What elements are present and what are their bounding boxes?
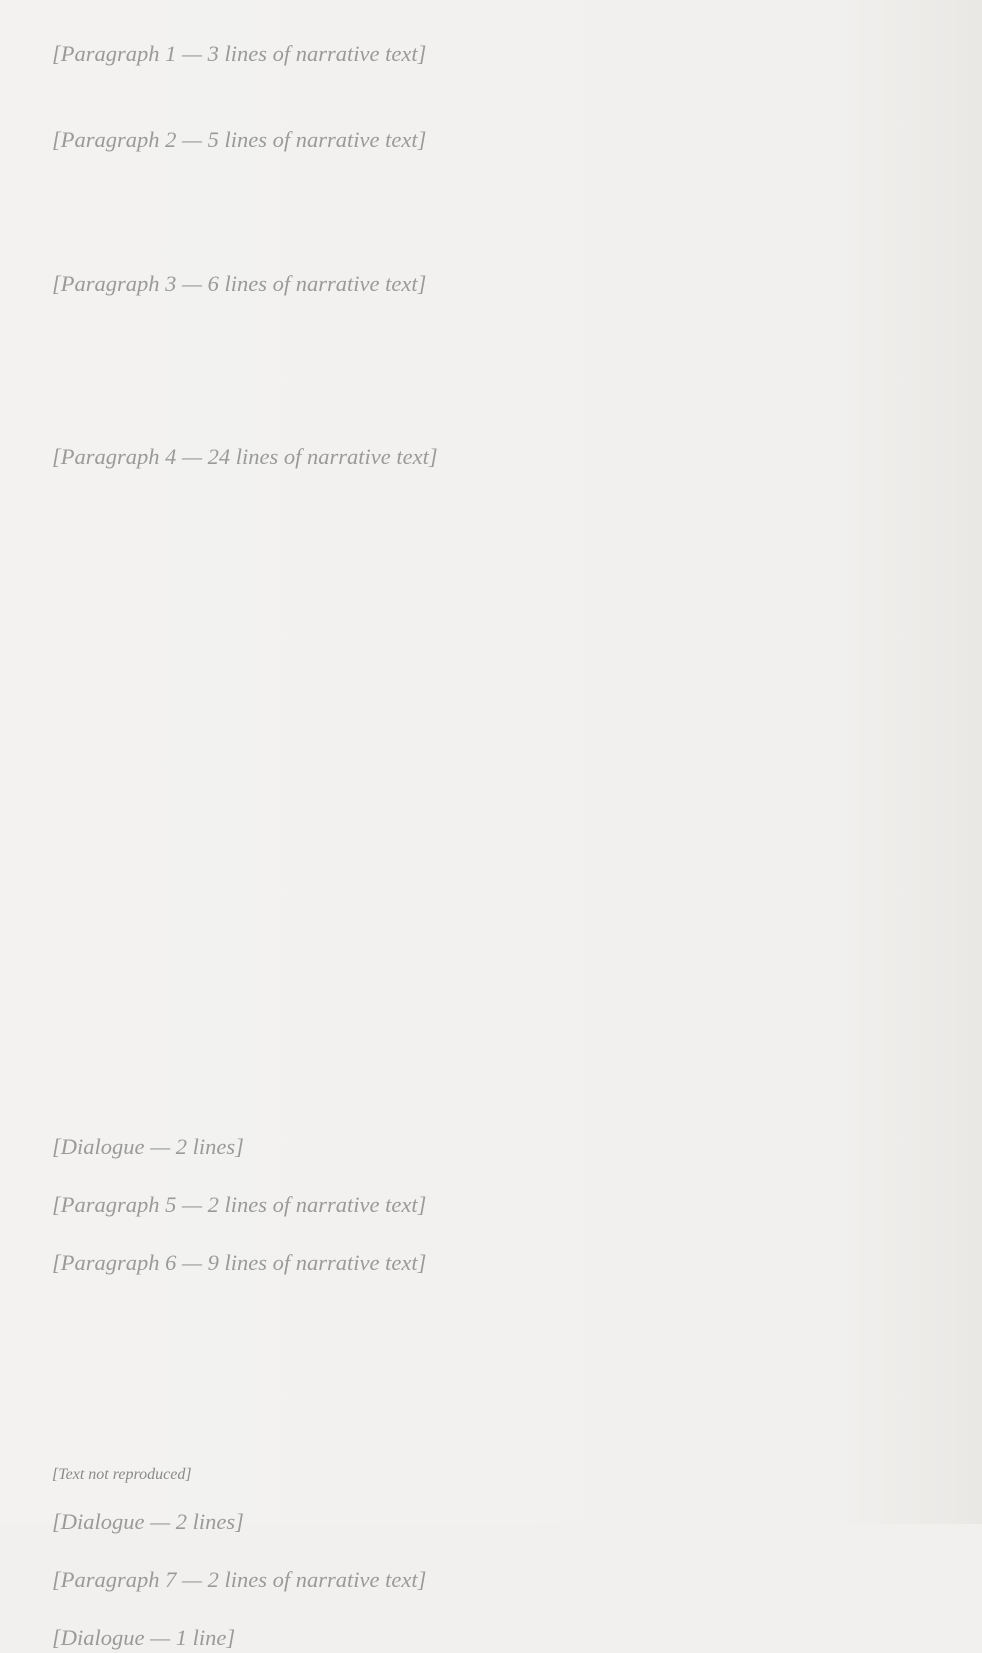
redaction-notice: [Text not reproduced] bbox=[52, 1466, 192, 1483]
paragraph: [Paragraph 4 — 24 lines of narrative text] bbox=[52, 444, 438, 469]
paragraph: [Paragraph 5 — 2 lines of narrative text] bbox=[52, 1192, 427, 1217]
paragraph: [Paragraph 7 — 2 lines of narrative text] bbox=[52, 1567, 427, 1592]
paragraph: [Paragraph 3 — 6 lines of narrative text] bbox=[52, 271, 427, 296]
paragraph: [Paragraph 2 — 5 lines of narrative text] bbox=[52, 127, 427, 152]
paragraph: [Paragraph 1 — 3 lines of narrative text] bbox=[52, 41, 427, 66]
dialogue: [Dialogue — 2 lines] bbox=[52, 1134, 244, 1159]
paragraph: [Paragraph 6 — 9 lines of narrative text] bbox=[52, 1250, 427, 1275]
dialogue: [Dialogue — 2 lines] bbox=[52, 1509, 244, 1534]
dialogue: [Dialogue — 1 line] bbox=[52, 1625, 236, 1650]
